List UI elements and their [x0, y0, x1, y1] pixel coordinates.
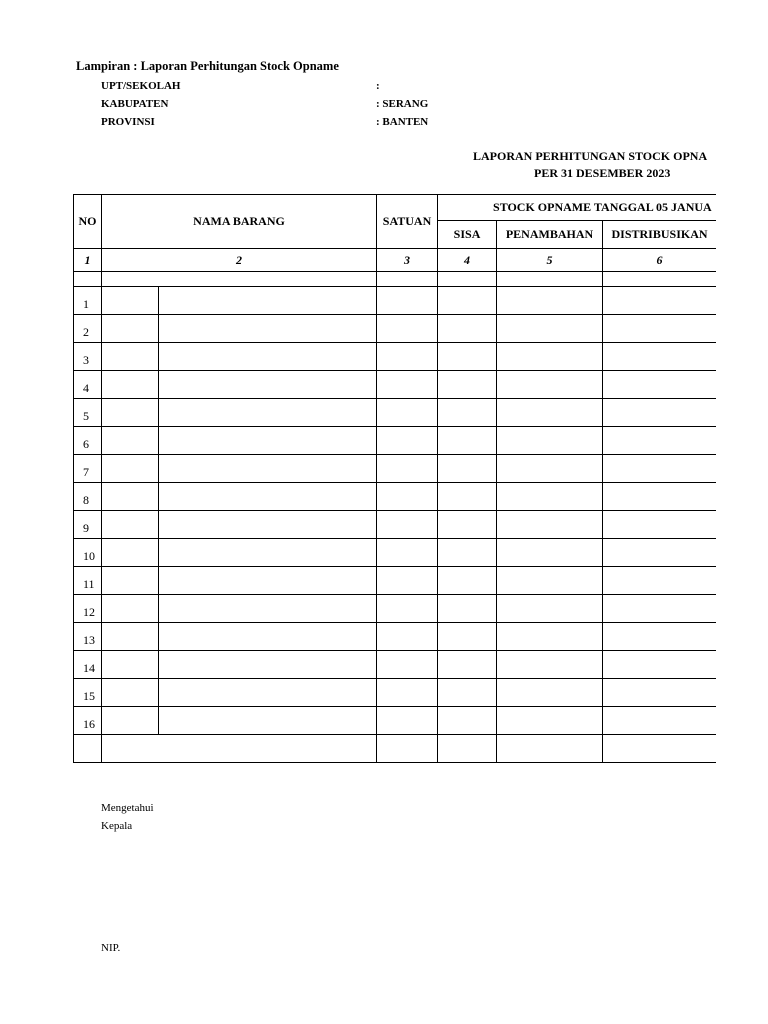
- table-cell[interactable]: [102, 595, 159, 623]
- row-number: 13: [74, 623, 102, 651]
- table-cell[interactable]: [497, 315, 603, 343]
- table-cell[interactable]: [603, 343, 716, 371]
- table-row: [74, 371, 717, 399]
- table-row: [74, 315, 717, 343]
- table-cell[interactable]: [603, 623, 716, 651]
- table-cell[interactable]: [497, 427, 603, 455]
- table-cell[interactable]: [377, 679, 438, 707]
- table-cell[interactable]: [497, 707, 603, 735]
- table-cell[interactable]: [603, 483, 716, 511]
- table-cell: [102, 735, 377, 763]
- table-cell[interactable]: [438, 315, 497, 343]
- table-cell[interactable]: [497, 679, 603, 707]
- table-row: [74, 399, 717, 427]
- table-cell[interactable]: [102, 707, 159, 735]
- table-cell[interactable]: [438, 623, 497, 651]
- table-cell[interactable]: [377, 427, 438, 455]
- table-cell[interactable]: [159, 595, 377, 623]
- table-cell[interactable]: [438, 539, 497, 567]
- header-sisa: SISA: [438, 221, 497, 249]
- table-cell[interactable]: [377, 315, 438, 343]
- table-cell[interactable]: [377, 539, 438, 567]
- table-cell[interactable]: [603, 315, 716, 343]
- col-number: 2: [102, 249, 377, 272]
- table-row: [74, 679, 717, 707]
- row-number: 7: [74, 455, 102, 483]
- table-cell[interactable]: [159, 483, 377, 511]
- table-cell[interactable]: [603, 539, 716, 567]
- field-label-kabupaten: KABUPATEN: [101, 98, 169, 110]
- row-number: 11: [74, 567, 102, 595]
- report-period: PER 31 DESEMBER 2023: [534, 166, 671, 180]
- header-stock-opname-group: STOCK OPNAME TANGGAL 05 JANUA: [438, 195, 716, 221]
- table-cell[interactable]: [159, 427, 377, 455]
- table-cell[interactable]: [159, 511, 377, 539]
- table-cell[interactable]: [159, 287, 377, 315]
- row-number: 9: [74, 511, 102, 539]
- table-cell[interactable]: [377, 371, 438, 399]
- row-number: 2: [74, 315, 102, 343]
- header-distribusikan: DISTRIBUSIKAN: [603, 221, 716, 249]
- table-cell: [102, 272, 377, 287]
- table-cell[interactable]: [159, 315, 377, 343]
- table-cell[interactable]: [497, 539, 603, 567]
- row-number: 15: [74, 679, 102, 707]
- table-row: [74, 567, 717, 595]
- table-row: [74, 511, 717, 539]
- col-number: 6: [603, 249, 716, 272]
- table-cell[interactable]: [603, 371, 716, 399]
- table-cell[interactable]: [438, 427, 497, 455]
- table-cell[interactable]: [497, 623, 603, 651]
- row-number: 3: [74, 343, 102, 371]
- table-cell[interactable]: [603, 511, 716, 539]
- table-row: [74, 707, 717, 735]
- table-row: [74, 455, 717, 483]
- row-number: 4: [74, 371, 102, 399]
- table-cell: [438, 272, 497, 287]
- table-cell[interactable]: [102, 539, 159, 567]
- table-cell[interactable]: [102, 679, 159, 707]
- table-cell[interactable]: [377, 651, 438, 679]
- table-cell[interactable]: [102, 623, 159, 651]
- table-cell[interactable]: [102, 427, 159, 455]
- table-cell[interactable]: [497, 287, 603, 315]
- table-cell[interactable]: [377, 287, 438, 315]
- table-cell[interactable]: [497, 455, 603, 483]
- table-cell[interactable]: [377, 623, 438, 651]
- table-cell: [497, 272, 603, 287]
- signature-mengetahui: Mengetahui: [101, 802, 154, 814]
- table-cell[interactable]: [102, 483, 159, 511]
- table-cell[interactable]: [603, 427, 716, 455]
- table-cell[interactable]: [159, 399, 377, 427]
- table-cell[interactable]: [438, 287, 497, 315]
- table-cell: [603, 272, 716, 287]
- table-cell[interactable]: [438, 707, 497, 735]
- table-cell[interactable]: [377, 707, 438, 735]
- table-cell[interactable]: [159, 539, 377, 567]
- table-cell[interactable]: [102, 399, 159, 427]
- col-number: 1: [74, 249, 102, 272]
- table-cell[interactable]: [438, 399, 497, 427]
- table-row: [74, 287, 717, 315]
- signature-kepala: Kepala: [101, 820, 133, 832]
- table-row: [74, 539, 717, 567]
- table-cell[interactable]: [603, 595, 716, 623]
- table-cell[interactable]: [102, 315, 159, 343]
- table-cell: [497, 735, 603, 763]
- table-row: [74, 483, 717, 511]
- table-footer-row: [74, 735, 717, 763]
- table-cell[interactable]: [438, 651, 497, 679]
- table-cell[interactable]: [102, 287, 159, 315]
- table-cell[interactable]: [497, 399, 603, 427]
- table-cell[interactable]: [603, 399, 716, 427]
- header-penambahan: PENAMBAHAN: [497, 221, 603, 249]
- table-cell[interactable]: [497, 371, 603, 399]
- table-cell[interactable]: [102, 371, 159, 399]
- col-number: 3: [377, 249, 438, 272]
- row-number: 6: [74, 427, 102, 455]
- table-cell: [603, 735, 716, 763]
- table-row: [74, 343, 717, 371]
- table-cell[interactable]: [497, 595, 603, 623]
- table-cell: [377, 272, 438, 287]
- table-cell[interactable]: [159, 455, 377, 483]
- row-number: 16: [74, 707, 102, 735]
- signature-nip: NIP.: [101, 942, 121, 954]
- document-title: Lampiran : Laporan Perhitungan Stock Opname: [76, 59, 339, 73]
- table-cell[interactable]: [159, 371, 377, 399]
- table-cell[interactable]: [603, 651, 716, 679]
- table-cell[interactable]: [438, 455, 497, 483]
- table-cell[interactable]: [438, 483, 497, 511]
- table-cell[interactable]: [377, 343, 438, 371]
- table-cell[interactable]: [438, 567, 497, 595]
- table-cell[interactable]: [438, 511, 497, 539]
- table-cell[interactable]: [603, 707, 716, 735]
- field-label-provinsi: PROVINSI: [101, 116, 155, 128]
- table-cell[interactable]: [497, 343, 603, 371]
- table-cell[interactable]: [377, 567, 438, 595]
- table-cell[interactable]: [102, 651, 159, 679]
- col-number: 4: [438, 249, 497, 272]
- table-cell[interactable]: [438, 371, 497, 399]
- field-value-kabupaten: : SERANG: [376, 98, 429, 110]
- table-cell[interactable]: [159, 679, 377, 707]
- table-cell[interactable]: [159, 343, 377, 371]
- table-cell[interactable]: [377, 483, 438, 511]
- table-cell[interactable]: [497, 651, 603, 679]
- table-cell[interactable]: [497, 511, 603, 539]
- table-cell[interactable]: [377, 595, 438, 623]
- field-value-provinsi: : BANTEN: [376, 116, 429, 128]
- table-cell[interactable]: [159, 623, 377, 651]
- table-cell[interactable]: [603, 287, 716, 315]
- table-cell[interactable]: [159, 567, 377, 595]
- stock-opname-table: [73, 194, 716, 764]
- table-cell: [74, 272, 102, 287]
- row-number: 10: [74, 539, 102, 567]
- table-row: [74, 427, 717, 455]
- header-nama-barang: NAMA BARANG: [102, 195, 377, 249]
- table-row: [74, 623, 717, 651]
- table-cell[interactable]: [377, 455, 438, 483]
- table-cell[interactable]: [438, 343, 497, 371]
- table-cell[interactable]: [377, 399, 438, 427]
- table-cell[interactable]: [102, 455, 159, 483]
- report-title: LAPORAN PERHITUNGAN STOCK OPNA: [473, 149, 708, 163]
- table-cell[interactable]: [603, 679, 716, 707]
- field-value-upt: :: [376, 80, 380, 92]
- table-row: [74, 651, 717, 679]
- row-number: 8: [74, 483, 102, 511]
- header-no: NO: [74, 195, 102, 249]
- col-number: 5: [497, 249, 603, 272]
- table-cell: [438, 735, 497, 763]
- table-cell[interactable]: [603, 455, 716, 483]
- table-row: [74, 595, 717, 623]
- table-cell[interactable]: [497, 483, 603, 511]
- table-cell: [74, 735, 102, 763]
- table-cell[interactable]: [159, 651, 377, 679]
- field-label-upt: UPT/SEKOLAH: [101, 80, 181, 92]
- table-cell[interactable]: [377, 511, 438, 539]
- table-cell[interactable]: [102, 343, 159, 371]
- header-satuan: SATUAN: [377, 195, 438, 249]
- row-number: 5: [74, 399, 102, 427]
- row-number: 12: [74, 595, 102, 623]
- table-cell[interactable]: [102, 511, 159, 539]
- table-cell[interactable]: [497, 567, 603, 595]
- table-cell[interactable]: [438, 679, 497, 707]
- table-cell[interactable]: [159, 707, 377, 735]
- row-number: 14: [74, 651, 102, 679]
- table-cell: [377, 735, 438, 763]
- table-cell[interactable]: [438, 595, 497, 623]
- table-cell[interactable]: [102, 567, 159, 595]
- table-cell[interactable]: [603, 567, 716, 595]
- row-number: 1: [74, 287, 102, 315]
